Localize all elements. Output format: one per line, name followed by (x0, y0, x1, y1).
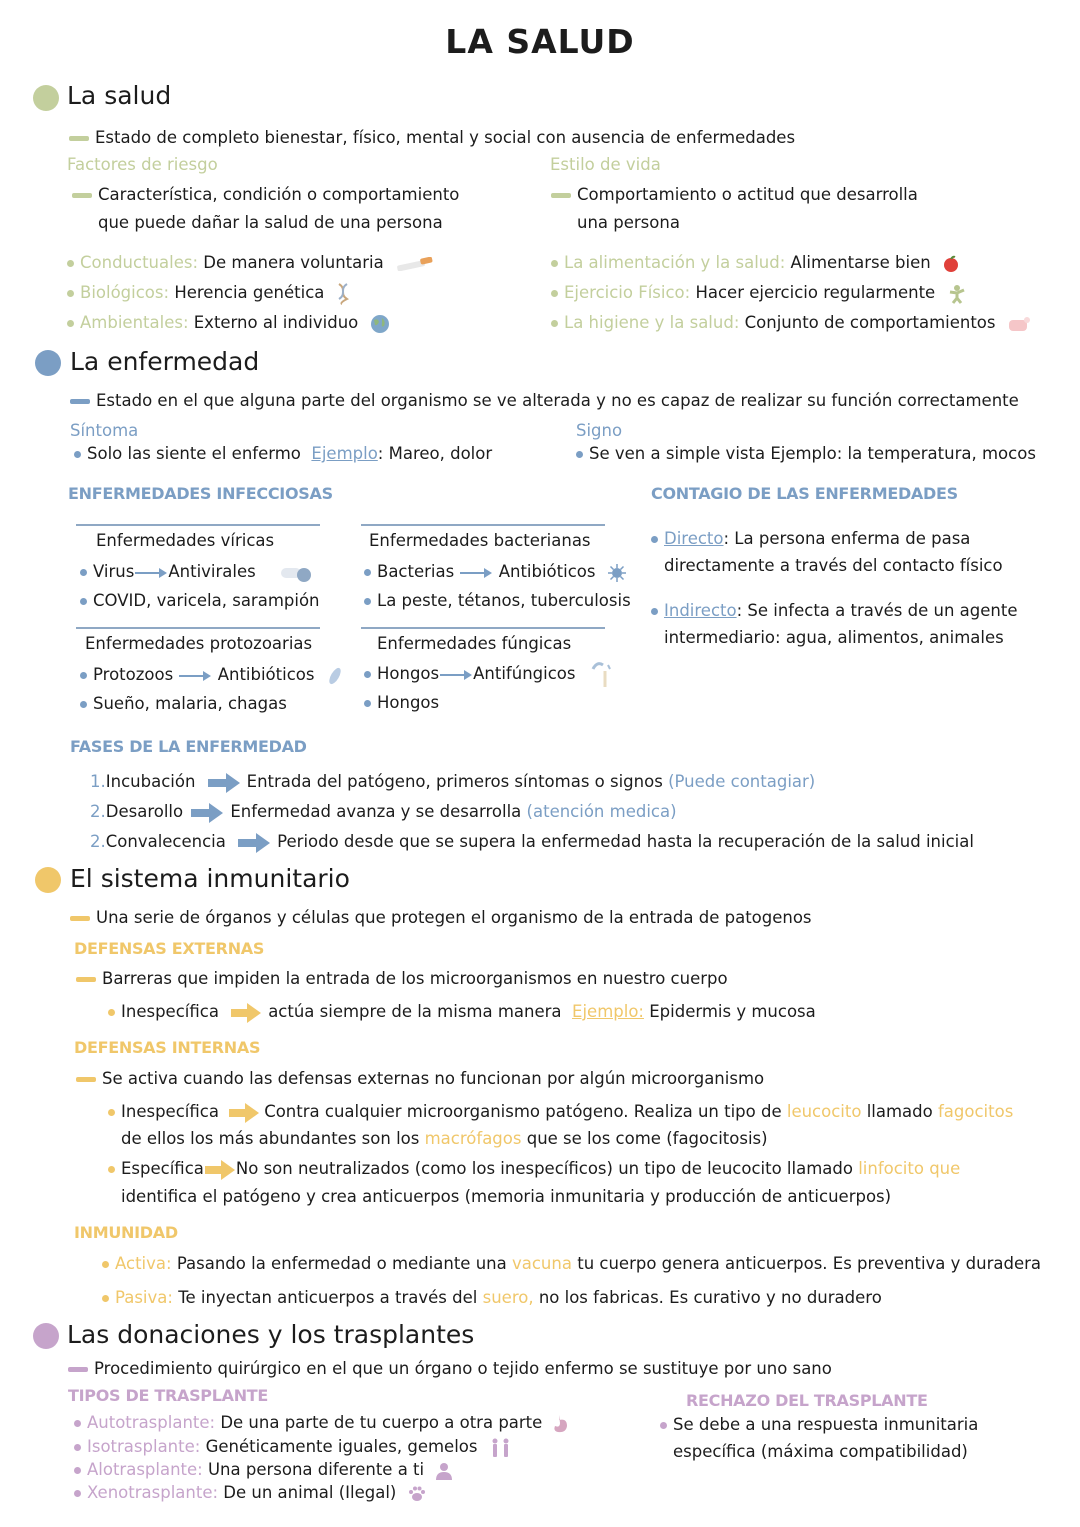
fungicas-treatment: Hongos Antifúngicos (364, 660, 611, 689)
protozoarias-title: Enfermedades protozoarias (85, 634, 313, 653)
section-heading-salud: La salud (67, 81, 172, 110)
section-heading-donaciones: Las donaciones y los trasplantes (67, 1320, 475, 1349)
section-dot-green (33, 85, 59, 111)
section-dot-purple (33, 1323, 59, 1349)
internas-inespecifica-2: de ellos los más abundantes son los macrófagos que se los come (fagocitosis) (121, 1129, 768, 1148)
globe-icon (370, 314, 390, 334)
sintoma-text: Solo las siente el enfermo Ejemplo: Mareo, dolor (74, 440, 492, 467)
rechazo-text: Se debe a una respuesta inmunitaria (660, 1411, 978, 1438)
fases-heading: FASES DE LA ENFERMEDAD (70, 737, 307, 756)
lifestyle-item: La alimentación y la salud: Alimentarse bien (551, 249, 960, 276)
bacterianas-examples: La peste, tétanos, tuberculosis (364, 587, 631, 614)
inmunidad-pasiva: Pasiva: Te inyectan anticuerpos a través del suero, no los fabricas. Es curativo y no duradero (102, 1284, 882, 1311)
protozoarias-treatment: Protozoos Antibióticos (80, 661, 344, 688)
lifestyle-item: Ejercicio Físico: Hacer ejercicio regularmente (551, 279, 968, 306)
internas-inespecifica: Inespecífica Contra cualquier microorganismo patógeno. Realiza un tipo de leucocito llamado fagocitos (108, 1098, 1013, 1125)
apple-icon (942, 255, 960, 273)
lifestyle-definition-2: una persona (577, 213, 680, 232)
mushroom-icon (591, 661, 611, 689)
sintoma-heading: Síntoma (70, 421, 139, 440)
fase-item: 1.Incubación Entrada del patógeno, primeros síntomas o signos (Puede contagiar) (90, 772, 816, 791)
tipo-item: Isotrasplante: Genéticamente iguales, gemelos (74, 1433, 513, 1460)
twins-icon (489, 1438, 513, 1458)
fungicas-title: Enfermedades fúngicas (377, 634, 572, 653)
divider (361, 627, 605, 629)
donaciones-definition: Procedimiento quirúrgico en el que un órgano o tejido enfermo se sustituye por uno sano (68, 1355, 832, 1382)
contagio-indirecto: Indirecto: Se infecta a través de un agente (651, 597, 1018, 624)
divider (76, 627, 320, 629)
internas-especifica-2: identifica el patógeno y crea anticuerpos (memoria inmunitaria y producción de anticuerpos) (121, 1187, 892, 1206)
fase-item: 2.Convalecencia Periodo desde que se supera la enfermedad hasta la recuperación de la salud inicial (90, 832, 974, 851)
externas-item: Inespecífica actúa siempre de la misma manera Ejemplo: Epidermis y mucosa (108, 998, 816, 1025)
contagio-heading: CONTAGIO DE LAS ENFERMEDADES (651, 484, 958, 503)
contagio-directo: Directo: La persona enferma de pasa (651, 525, 970, 552)
rechazo-text-2: específica (máxima compatibilidad) (673, 1442, 968, 1461)
tipo-item: Autotrasplante: De una parte de tu cuerpo a otra parte (74, 1409, 569, 1436)
risk-item: Ambientales: Externo al individuo (67, 309, 390, 336)
rechazo-heading: RECHAZO DEL TRASPLANTE (686, 1391, 928, 1410)
infecciosas-heading: ENFERMEDADES INFECCIOSAS (68, 484, 333, 503)
internas-especifica: Específica No son neutralizados (como los inespecíficos) un tipo de leucocito llamado linfocito que (108, 1155, 960, 1182)
tipo-item: Alotrasplante: Una persona diferente a ti (74, 1456, 453, 1483)
exercise-icon (946, 284, 968, 304)
paw-icon (408, 1485, 426, 1503)
viricas-treatment: Virus Antivirales (80, 558, 313, 585)
externas-definition: Barreras que impiden la entrada de los microorganismos en nuestro cuerpo (76, 965, 728, 992)
bacterianas-title: Enfermedades bacterianas (369, 531, 591, 550)
internas-definition: Se activa cuando las defensas externas no funcionan por algún microorganismo (76, 1065, 764, 1092)
tipo-item: Xenotrasplante: De un animal (Ilegal) (74, 1479, 426, 1506)
fase-item: 2.Desarollo Enfermedad avanza y se desarrolla (atención medica) (90, 802, 677, 821)
cigarette-icon (395, 257, 435, 271)
section-dot-blue (35, 350, 61, 376)
section-heading-enfermedad: La enfermedad (70, 347, 260, 376)
divider (76, 524, 320, 526)
contagio-indirecto-2: intermediario: agua, alimentos, animales (664, 628, 1004, 647)
bacterianas-treatment: Bacterias Antibióticos (364, 558, 627, 585)
risk-heading: Factores de riesgo (67, 155, 218, 174)
pills-icon (279, 564, 313, 582)
inmunidad-heading: INMUNIDAD (74, 1223, 178, 1242)
section-heading-inmune: El sistema inmunitario (70, 864, 350, 893)
inmunidad-activa: Activa: Pasando la enfermedad o mediante una vacuna tu cuerpo genera anticuerpos. Es preventiva y duradera (102, 1250, 1041, 1277)
divider (361, 524, 605, 526)
protozoarias-examples: Sueño, malaria, chagas (80, 690, 287, 717)
signo-heading: Signo (576, 421, 623, 440)
risk-definition-2: que puede dañar la salud de una persona (98, 213, 443, 232)
lifestyle-item: La higiene y la salud: Conjunto de comportamientos (551, 309, 1031, 336)
risk-item: Conductuales: De manera voluntaria (67, 249, 435, 276)
inmune-definition: Una serie de órganos y células que protegen el organismo de la entrada de patogenos (70, 904, 812, 931)
viricas-examples: COVID, varicela, sarampión (80, 587, 320, 614)
externas-heading: DEFENSAS EXTERNAS (74, 939, 265, 958)
signo-text: Se ven a simple vista Ejemplo: la temperatura, mocos (576, 440, 1036, 467)
dna-icon (336, 283, 350, 305)
soap-icon (1007, 315, 1031, 333)
person-icon (435, 1462, 453, 1480)
viricas-title: Enfermedades víricas (96, 531, 275, 550)
tipos-heading: TIPOS DE TRASPLANTE (68, 1386, 269, 1405)
enfermedad-definition: Estado en el que alguna parte del organismo se ve alterada y no es capaz de realizar su función correctamente (70, 387, 1019, 414)
salud-definition: Estado de completo bienestar, físico, mental y social con ausencia de enfermedades (69, 124, 795, 151)
contagio-directo-2: directamente a través del contacto físico (664, 556, 1003, 575)
virus-icon (607, 563, 627, 583)
section-dot-yellow (35, 867, 61, 893)
internas-heading: DEFENSAS INTERNAS (74, 1038, 261, 1057)
risk-item: Biológicos: Herencia genética (67, 279, 350, 306)
lifestyle-heading: Estilo de vida (550, 155, 661, 174)
stomach-icon (551, 1414, 569, 1434)
fungicas-examples: Hongos (364, 689, 439, 716)
protozoa-icon (326, 666, 344, 686)
page-title: LA SALUD (445, 22, 635, 61)
risk-definition: Característica, condición o comportamiento (72, 181, 459, 208)
lifestyle-definition: Comportamiento o actitud que desarrolla (551, 181, 918, 208)
